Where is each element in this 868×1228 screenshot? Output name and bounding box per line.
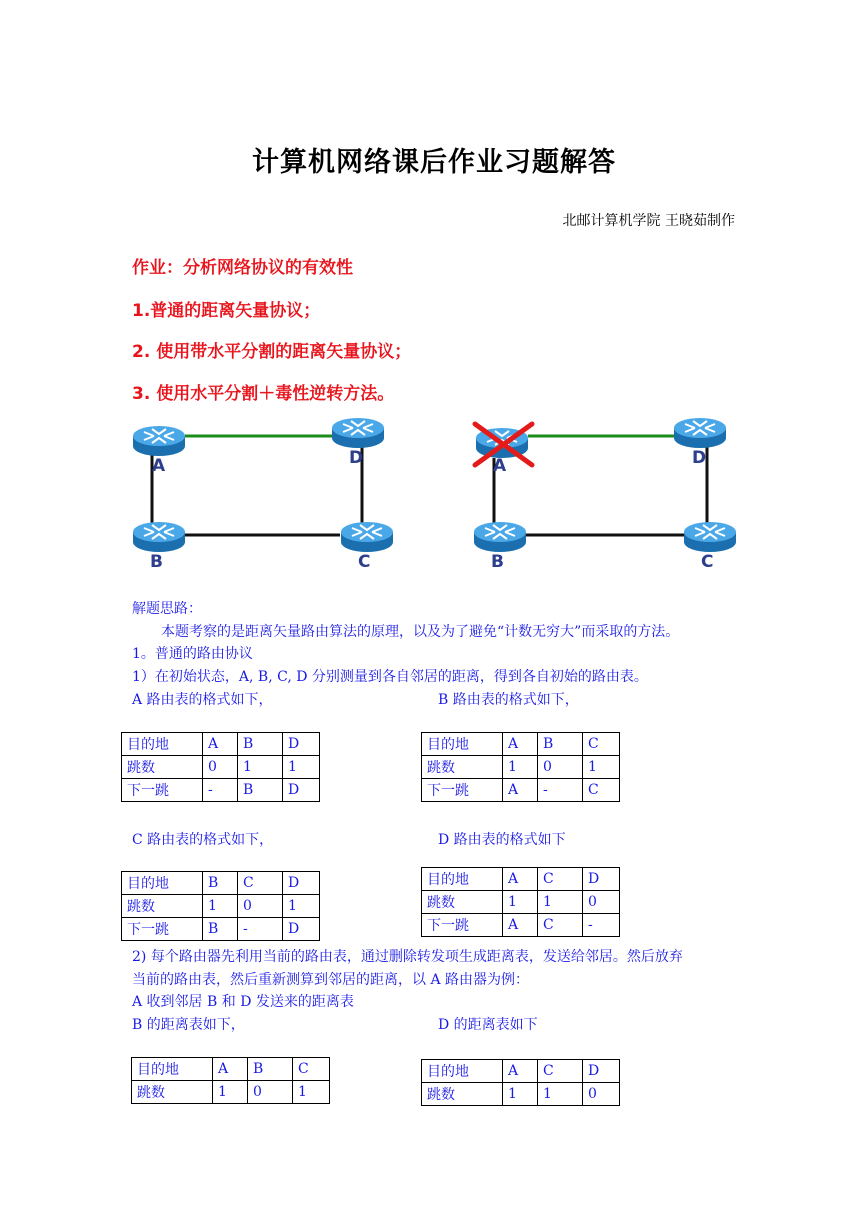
table-cell: B [238,779,283,802]
table-cell: B [203,918,238,941]
table-row [132,1058,330,1081]
author-line: 北邮计算机学院 王晓茹制作 [562,213,735,229]
table-cell: 1 [503,756,538,779]
table-cell: D [283,918,320,941]
row-header-cell: 跳数 [422,1083,503,1106]
table-cell: 1 [203,895,238,918]
table-cell: A [203,733,238,756]
row-header-cell: 下一跳 [422,779,503,802]
a-table-caption: A 路由表的格式如下， [132,692,273,708]
row-header-cell: 目的地 [122,872,203,895]
routing-table-a [121,732,320,802]
page-title: 计算机网络课后作业习题解答 [252,147,616,178]
table-cell: - [538,779,583,802]
table-cell: 1 [503,891,538,914]
table-cell: C [293,1058,330,1081]
step-1: 1）在初始状态，A, B, C, D 分别测量到各自邻居的距离，得到各自初始的路由表。 [132,669,648,685]
table-cell: B [238,733,283,756]
assignment-heading: 作业：分析网络协议的有效性 [132,258,353,278]
table-cell: B [248,1058,293,1081]
table-cell: D [283,779,320,802]
row-header-cell: 跳数 [122,756,203,779]
router-d-icon-right [674,418,726,448]
table-row [122,733,320,756]
table-cell: 0 [538,756,583,779]
table-row [422,756,620,779]
row-header-cell: 目的地 [422,868,503,891]
table-cell: - [238,918,283,941]
router-b-icon-right [474,522,526,552]
assignment-item-3: 3. 使用水平分割＋毒性逆转方法。 [132,384,395,404]
row-header-cell: 下一跳 [122,779,203,802]
row-header-cell: 跳数 [132,1081,213,1104]
table-cell: C [238,872,283,895]
table-cell: C [538,1060,583,1083]
table-row [422,914,620,937]
label-d: D [349,448,364,468]
table-cell: 1 [283,756,320,779]
table-cell: 0 [203,756,238,779]
router-c-icon-right [684,522,736,552]
table-cell: B [538,733,583,756]
row-header-cell: 下一跳 [422,914,503,937]
row-header-cell: 下一跳 [122,918,203,941]
table-cell: A [503,914,538,937]
table-cell: B [203,872,238,895]
table-row [422,891,620,914]
b-table-caption: B 路由表的格式如下， [438,692,579,708]
b-distance-caption: B 的距离表如下， [132,1017,245,1033]
table-row [422,733,620,756]
table-cell: 0 [248,1081,293,1104]
receive-note: A 收到邻居 B 和 D 发送来的距离表 [132,994,354,1010]
table-row [122,779,320,802]
row-header-cell: 跳数 [422,756,503,779]
row-header-cell: 跳数 [122,895,203,918]
label-c-right: C [701,552,714,572]
table-cell: 0 [583,1083,620,1106]
row-header-cell: 目的地 [422,1060,503,1083]
table-cell: 1 [538,891,583,914]
solution-heading: 解题思路： [132,601,202,617]
table-row [422,1083,620,1106]
table-cell: A [503,1060,538,1083]
routing-table-b [421,732,620,802]
table-cell: 1 [238,756,283,779]
row-header-cell: 跳数 [422,891,503,914]
router-b-icon [133,522,185,552]
label-d-right: D [692,448,707,468]
table-row [132,1081,330,1104]
step-2-line-1: 2) 每个路由器先利用当前的路由表，通过删除转发项生成距离表，发送给邻居。然后放弃 [132,949,683,965]
table-cell: - [203,779,238,802]
routing-table-d [421,867,620,937]
label-c: C [358,552,371,572]
table-row [122,895,320,918]
right-topology [474,418,736,572]
solution-intro: 本题考察的是距离矢量路由算法的原理，以及为了避免“计数无穷大”而采取的方法。 [161,624,680,640]
table-cell: C [583,779,620,802]
table-cell: D [583,1060,620,1083]
label-b: B [150,552,163,572]
table-cell: C [538,914,583,937]
table-row [122,756,320,779]
assignment-item-1: 1.普通的距离矢量协议； [132,301,321,321]
section-1-heading: 1。普通的路由协议 [132,646,253,662]
table-cell: C [583,733,620,756]
label-a-right: A [493,456,507,476]
table-cell: 1 [213,1081,248,1104]
table-row [122,918,320,941]
distance-table-d [421,1059,620,1106]
table-row [422,1060,620,1083]
table-cell: A [503,779,538,802]
c-table-caption: C 路由表的格式如下， [132,832,274,848]
table-cell: D [283,733,320,756]
table-cell: A [503,868,538,891]
table-row [422,779,620,802]
d-table-caption: D 路由表的格式如下 [438,832,566,848]
label-b-right: B [491,552,504,572]
table-cell: D [583,868,620,891]
row-header-cell: 目的地 [422,733,503,756]
step-2-line-2: 当前的路由表，然后重新测算到邻居的距离，以 A 路由器为例： [132,972,530,988]
table-row [122,872,320,895]
routing-table-c [121,871,320,941]
label-a: A [152,456,166,476]
table-cell: - [583,914,620,937]
router-c-icon [341,522,393,552]
table-cell: 1 [293,1081,330,1104]
distance-table-b [131,1057,330,1104]
network-diagram [0,410,868,580]
table-cell: A [213,1058,248,1081]
row-header-cell: 目的地 [122,733,203,756]
table-cell: D [283,872,320,895]
table-cell: 1 [538,1083,583,1106]
table-cell: 1 [283,895,320,918]
table-row [422,868,620,891]
table-cell: 0 [238,895,283,918]
table-cell: 1 [583,756,620,779]
table-cell: C [538,868,583,891]
table-cell: 0 [583,891,620,914]
left-topology [133,418,393,572]
d-distance-caption: D 的距离表如下 [438,1017,538,1033]
router-d-icon [332,418,384,448]
row-header-cell: 目的地 [132,1058,213,1081]
router-a-icon [133,426,185,456]
table-cell: A [503,733,538,756]
assignment-item-2: 2. 使用带水平分割的距离矢量协议； [132,342,412,362]
table-cell: 1 [503,1083,538,1106]
